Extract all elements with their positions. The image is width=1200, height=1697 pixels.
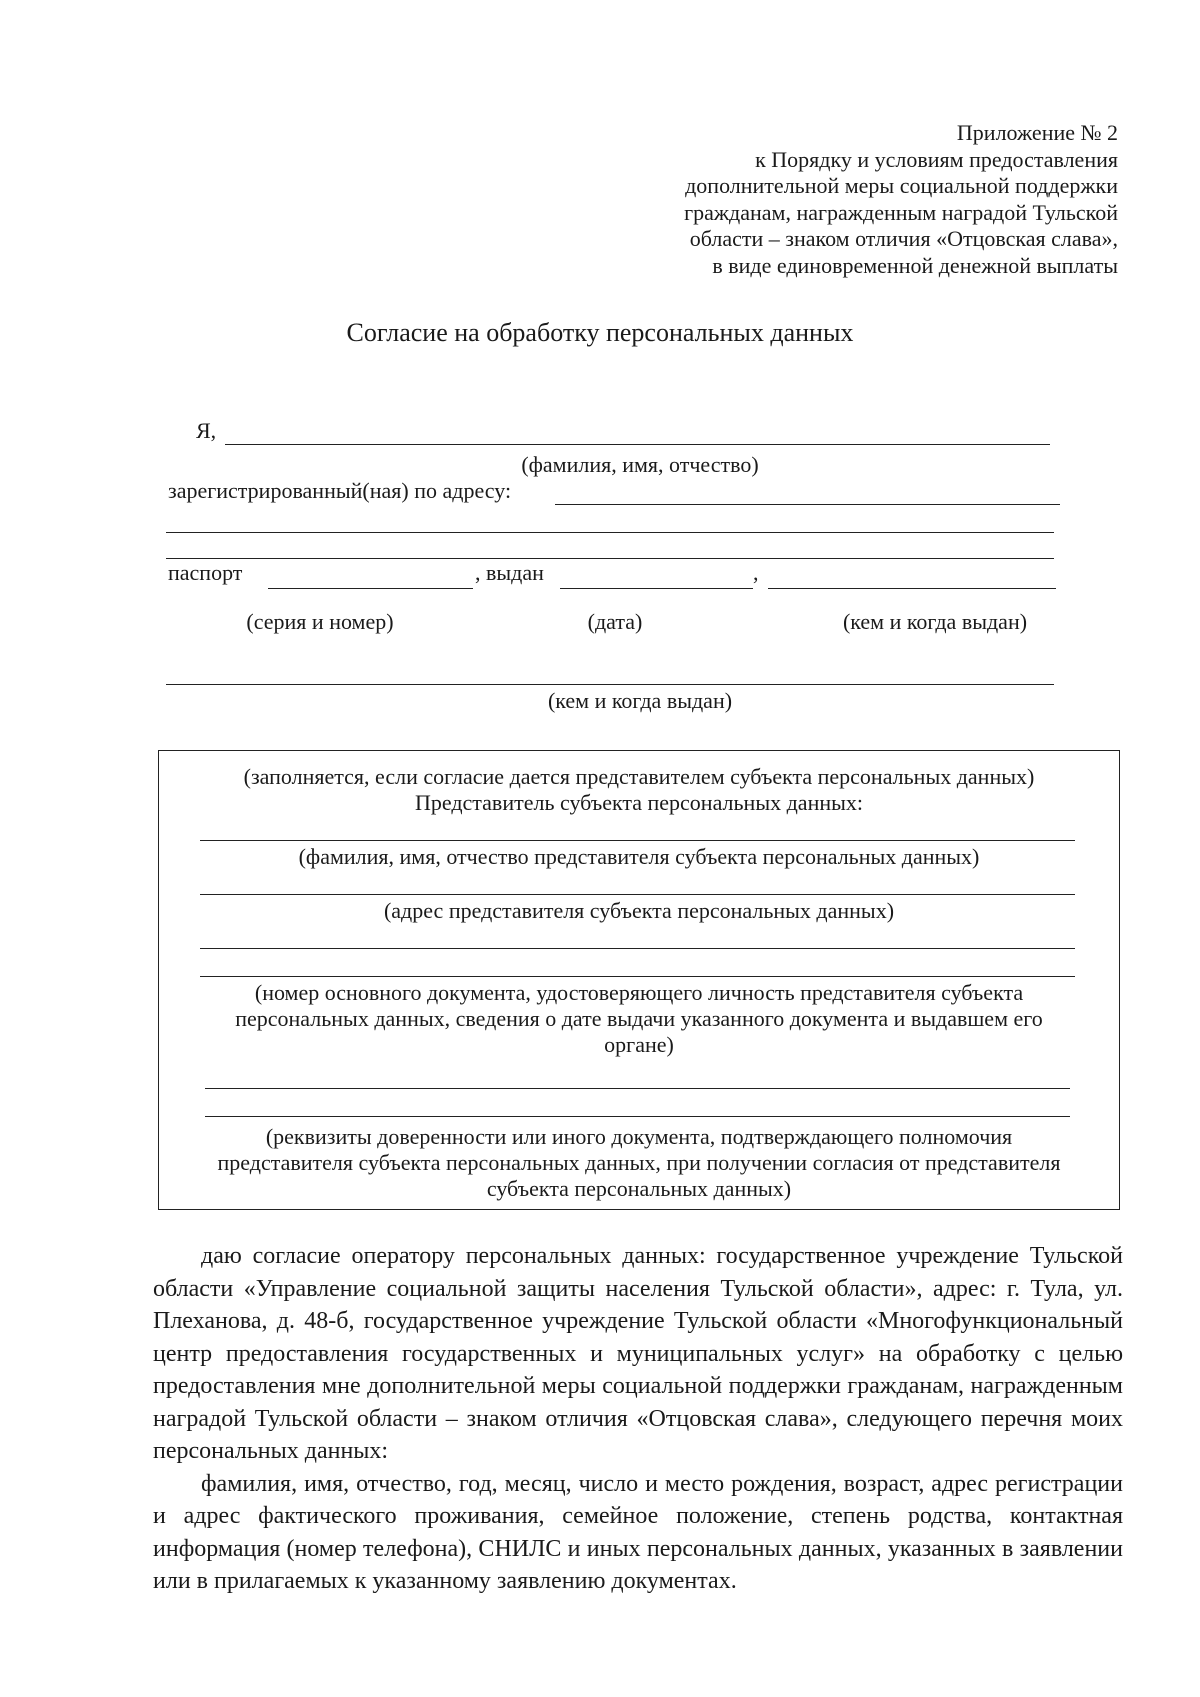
representative-fio-line[interactable] bbox=[200, 840, 1075, 841]
issued-label: , выдан bbox=[475, 560, 544, 585]
fio-line[interactable] bbox=[225, 444, 1050, 445]
proxy-caption: субъекта персональных данных) bbox=[486, 1176, 792, 1201]
appendix-line: в виде единовременной денежной выплаты bbox=[712, 252, 1118, 278]
appendix-line: к Порядку и условиям предоставления bbox=[755, 146, 1118, 172]
representative-intro: (заполняется, если согласие дается представителем субъекта персональных данных) bbox=[243, 764, 1035, 789]
representative-address-line[interactable] bbox=[200, 894, 1075, 895]
proxy-line-2[interactable] bbox=[205, 1116, 1070, 1117]
passport-series-line[interactable] bbox=[268, 588, 473, 589]
issuer-line-2[interactable] bbox=[166, 684, 1054, 685]
appendix-header bbox=[598, 120, 1118, 279]
passport-label: паспорт bbox=[168, 560, 243, 585]
consent-text bbox=[153, 1240, 1123, 1598]
representative-doc-line[interactable] bbox=[200, 948, 1075, 949]
proxy-line[interactable] bbox=[205, 1088, 1070, 1089]
appendix-line: дополнительной меры социальной поддержки bbox=[685, 173, 1118, 198]
series-caption: (серия и номер) bbox=[246, 609, 394, 634]
i-label: Я, bbox=[196, 418, 217, 443]
data-list-paragraph: фамилия, имя, отчество, год, месяц, число и место рождения, возраст, адрес регистрации и адрес фактического проживания, семейное положение, степень родства, контактная информация (номер телефона), СНИЛС и иных персональных данных, указанных в заявлении или в прилагаемых к указанному заявлению документах. bbox=[153, 1470, 1123, 1594]
representative-doc-caption: органе) bbox=[604, 1032, 674, 1057]
issuer-caption: (кем и когда выдан) bbox=[842, 609, 1028, 634]
issuer-line[interactable] bbox=[768, 588, 1056, 589]
appendix-line: гражданам, награжденным наградой Тульской bbox=[684, 199, 1118, 225]
consent-paragraph: даю согласие оператору персональных данных: государственное учреждение Тульской области «Управление социальной защиты населения Тульской области», адрес: г. Тула, ул. Плеханова, д. 48-б, государственное учреждение Тульской области «Многофункциональный центр предоставления государственных и муниципальных услуг» на обработку с целью предоставления мне дополнительной меры социальной поддержки гражданам, награжденным наградой Тульской области – знаком отличия «Отцовская слава», следующего перечня моих персональных данных: bbox=[153, 1243, 1123, 1464]
fio-caption: (фамилия, имя, отчество) bbox=[521, 452, 759, 477]
representative-doc-caption: (номер основного документа, удостоверяющего личность представителя субъекта bbox=[254, 980, 1024, 1005]
date-caption: (дата) bbox=[587, 609, 643, 634]
issuer-caption-2: (кем и когда выдан) bbox=[547, 688, 733, 713]
proxy-caption: (реквизиты доверенности или иного документа, подтверждающего полномочия bbox=[265, 1124, 1013, 1149]
appendix-line: Приложение № 2 bbox=[956, 120, 1118, 145]
comma: , bbox=[753, 560, 759, 585]
address-line-3[interactable] bbox=[166, 558, 1054, 559]
address-label: зарегистрированный(ная) по адресу: bbox=[168, 478, 512, 503]
address-line-2[interactable] bbox=[166, 532, 1054, 533]
appendix-line: области – знаком отличия «Отцовская слава», bbox=[689, 226, 1118, 251]
proxy-caption: представителя субъекта персональных данных, при получении согласия от представителя bbox=[217, 1150, 1061, 1175]
representative-fio-caption: (фамилия, имя, отчество представителя субъекта персональных данных) bbox=[298, 844, 980, 869]
representative-doc-caption: персональных данных, сведения о дате выдачи указанного документа и выдавшем его bbox=[235, 1006, 1043, 1031]
representative-doc-line-2[interactable] bbox=[200, 976, 1075, 977]
representative-heading: Представитель субъекта персональных данных: bbox=[414, 790, 864, 815]
issue-date-line[interactable] bbox=[560, 588, 753, 589]
address-line[interactable] bbox=[555, 504, 1060, 505]
document-title: Согласие на обработку персональных данных bbox=[346, 318, 854, 347]
representative-address-caption: (адрес представителя субъекта персональных данных) bbox=[383, 898, 895, 923]
